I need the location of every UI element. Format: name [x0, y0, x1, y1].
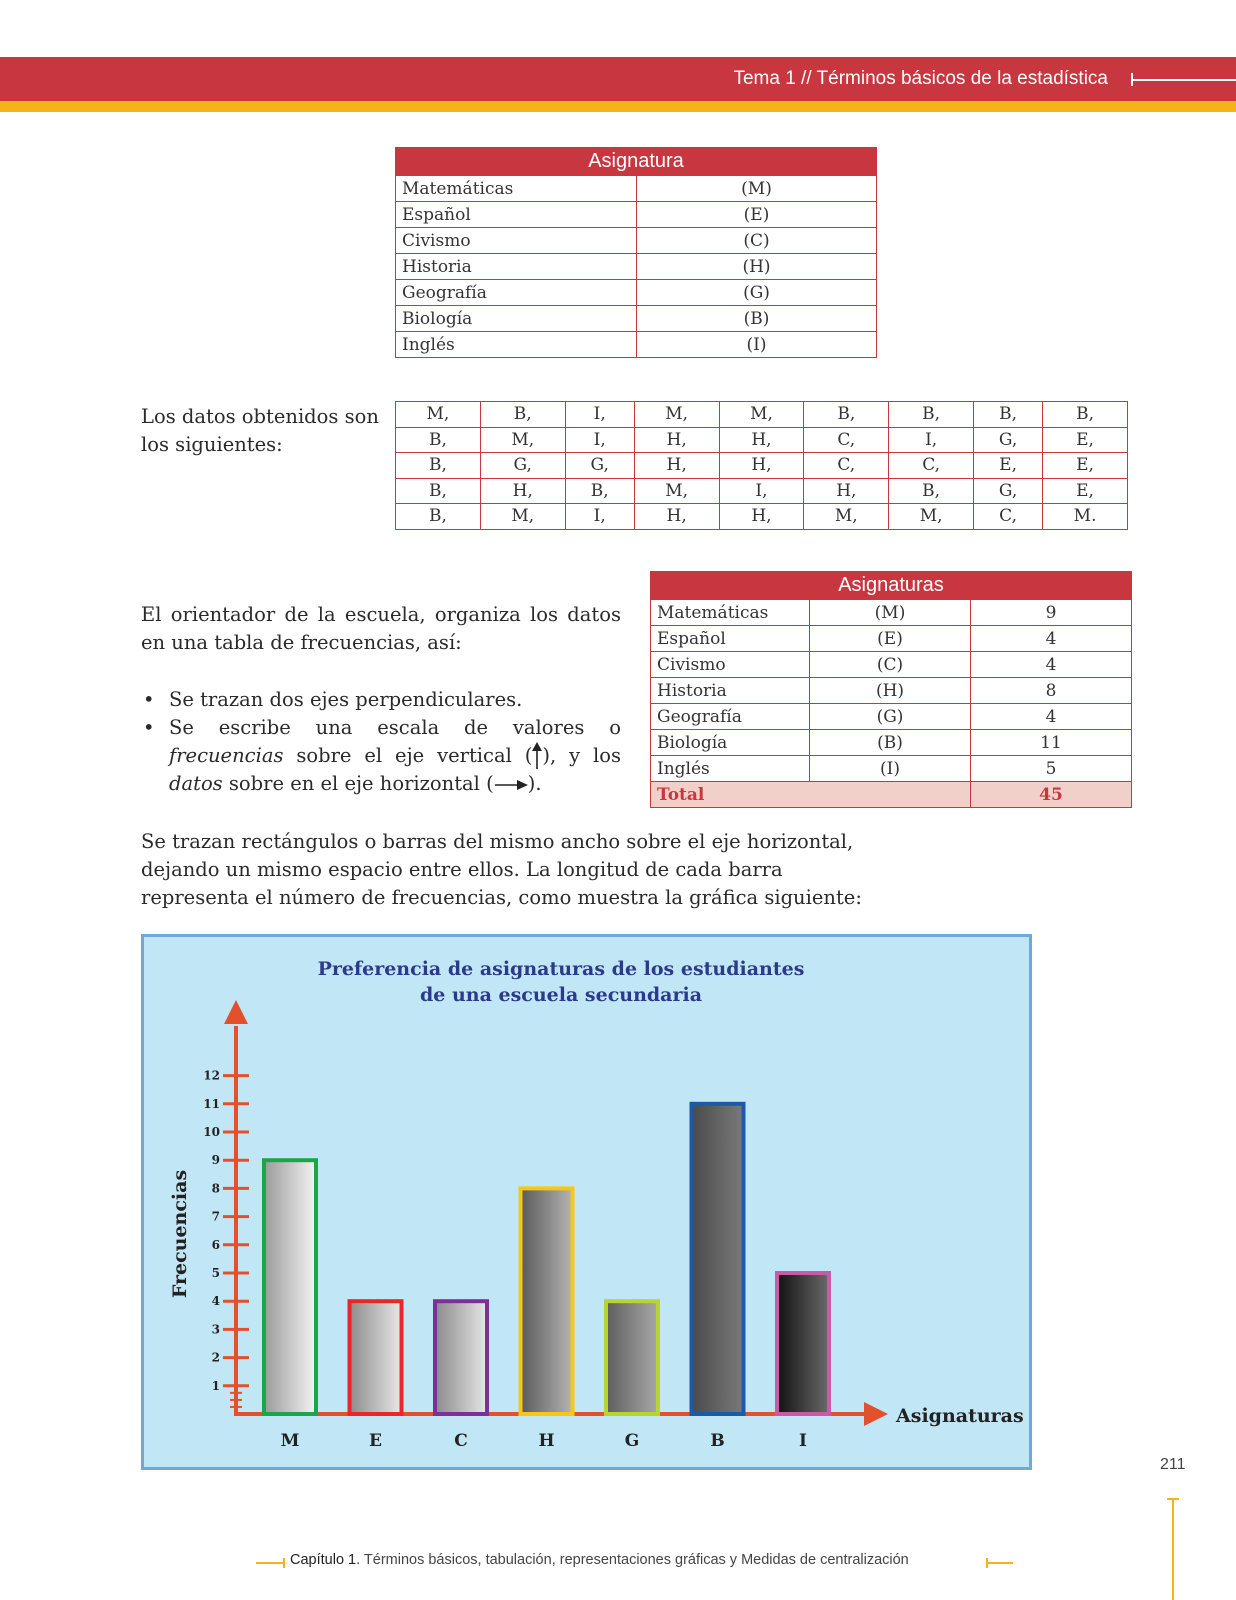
data-row [396, 478, 1128, 504]
subject-row [396, 228, 877, 254]
data-cell: H, [634, 453, 719, 479]
data-cell: E, [1043, 427, 1128, 453]
bar-chart [141, 934, 1032, 1470]
frequency-total-row [651, 782, 1132, 808]
y-axis-label: Frecuencias [169, 1169, 191, 1299]
frequency-code: (H) [810, 678, 971, 704]
data-cell: H, [719, 504, 804, 530]
footer-left-line [256, 1557, 286, 1569]
frequency-subject: Español [651, 626, 810, 652]
frequency-code: (G) [810, 704, 971, 730]
data-intro-text: Los datos obtenidos son los siguientes: [141, 405, 379, 456]
frequency-code: (C) [810, 652, 971, 678]
data-cell: B, [396, 478, 481, 504]
bar-e [350, 1301, 402, 1414]
data-cell: I, [565, 427, 634, 453]
bars-text: Se trazan rectángulos o barras del mismo ancho sobre el eje horizontal, dejando un mismo espacio entre ellos. La longitud de cada barra representa el número de frecuencias, como muestra la gráfica siguiente: [141, 830, 862, 909]
frequency-code: (I) [810, 756, 971, 782]
subject-code: (G) [637, 280, 877, 306]
frequency-subject: Matemáticas [651, 600, 810, 626]
bar-g [606, 1301, 658, 1414]
subject-code: (C) [637, 228, 877, 254]
data-cell: I, [565, 402, 634, 428]
page-edge-line [1166, 1497, 1180, 1600]
y-tick-label: 2 [211, 1350, 220, 1365]
y-tick-label: 7 [211, 1209, 220, 1224]
subject-row [396, 202, 877, 228]
raw-data-table [395, 401, 1128, 530]
step-2-b: sobre el eje vertical ( [283, 744, 533, 767]
steps-list [141, 686, 621, 798]
frequency-row [651, 704, 1132, 730]
step-1: • Se trazan dos ejes perpendiculares. [141, 686, 621, 714]
data-cell: H, [634, 504, 719, 530]
total-label: Total [651, 782, 971, 808]
data-cell: G, [480, 453, 565, 479]
x-axis-label: Asignaturas [896, 1405, 1024, 1427]
subject-name: Matemáticas [396, 176, 637, 202]
subject-name: Historia [396, 254, 637, 280]
x-tick-label: H [538, 1431, 555, 1451]
data-row [396, 402, 1128, 428]
y-tick-label: 8 [211, 1181, 220, 1196]
bar-m [264, 1160, 316, 1414]
subject-code: (E) [637, 202, 877, 228]
bar-h [521, 1188, 573, 1414]
data-cell: C, [804, 453, 889, 479]
data-cell: H, [480, 478, 565, 504]
data-cell: M, [719, 402, 804, 428]
data-cell: E, [1043, 478, 1128, 504]
y-tick-label: 4 [211, 1294, 220, 1309]
header-title: Tema 1 // Términos básicos de la estadística [733, 68, 1108, 89]
data-cell: M, [634, 402, 719, 428]
frequency-row [651, 600, 1132, 626]
frequency-row [651, 678, 1132, 704]
frequency-value: 4 [971, 626, 1132, 652]
data-cell: M, [480, 427, 565, 453]
data-cell: B, [889, 402, 974, 428]
data-cell: H, [719, 427, 804, 453]
data-cell: H, [719, 453, 804, 479]
step-2 [141, 714, 621, 798]
frequency-subject: Historia [651, 678, 810, 704]
data-cell: B, [974, 402, 1043, 428]
subjects-table-title: Asignatura [396, 148, 877, 176]
bar-chart-svg [141, 934, 1032, 1470]
data-cell: G, [565, 453, 634, 479]
frequency-row [651, 652, 1132, 678]
data-cell: B, [804, 402, 889, 428]
subject-row [396, 280, 877, 306]
x-tick-label: M [280, 1431, 300, 1451]
data-cell: B, [889, 478, 974, 504]
frequency-code: (E) [810, 626, 971, 652]
subject-row [396, 306, 877, 332]
header-stripe [0, 101, 1236, 112]
subject-row [396, 176, 877, 202]
data-cell: B, [396, 504, 481, 530]
data-cell: I, [565, 504, 634, 530]
subject-code: (M) [637, 176, 877, 202]
frequency-value: 9 [971, 600, 1132, 626]
y-tick-label: 6 [211, 1237, 220, 1252]
footer-text: . Términos básicos, tabulación, representaciones gráficas y Medidas de centralización [356, 1552, 909, 1568]
chart-title-line2: de una escuela secundaria [419, 984, 703, 1006]
y-tick-label: 3 [211, 1322, 220, 1337]
data-cell: B, [1043, 402, 1128, 428]
data-cell: H, [804, 478, 889, 504]
y-tick-label: 12 [203, 1068, 220, 1083]
y-tick-label: 5 [211, 1266, 220, 1280]
data-cell: I, [719, 478, 804, 504]
data-cell: I, [889, 427, 974, 453]
footer [290, 1552, 909, 1568]
subject-name: Geografía [396, 280, 637, 306]
total-value: 45 [971, 782, 1132, 808]
x-tick-label: B [710, 1431, 725, 1451]
x-tick-label: I [799, 1431, 807, 1451]
frequency-code: (B) [810, 730, 971, 756]
page-number: 211 [1160, 1456, 1186, 1473]
frequency-row [651, 626, 1132, 652]
data-cell: E, [974, 453, 1043, 479]
header-line [1133, 79, 1236, 81]
data-cell: M, [396, 402, 481, 428]
data-row [396, 504, 1128, 530]
subject-name: Inglés [396, 332, 637, 358]
bar-c [435, 1301, 487, 1414]
data-cell: B, [565, 478, 634, 504]
subject-code: (I) [637, 332, 877, 358]
x-tick-label: C [454, 1431, 468, 1451]
frequency-table [650, 571, 1132, 808]
right-arrow-icon [494, 771, 528, 783]
data-row [396, 453, 1128, 479]
frequency-row [651, 730, 1132, 756]
frequency-subject: Civismo [651, 652, 810, 678]
frequency-value: 4 [971, 704, 1132, 730]
orientador-text: El orientador de la escuela, organiza los datos en una tabla de frecuencias, así: [141, 603, 621, 654]
frequency-value: 11 [971, 730, 1132, 756]
subject-row [396, 332, 877, 358]
data-cell: B, [480, 402, 565, 428]
subject-code: (B) [637, 306, 877, 332]
chart-title-line1: Preferencia de asignaturas de los estudiantes [317, 958, 805, 980]
frequency-subject: Biología [651, 730, 810, 756]
up-arrow-icon [532, 742, 542, 770]
subjects-table [395, 147, 877, 358]
frequency-subject: Inglés [651, 756, 810, 782]
data-cell: M, [480, 504, 565, 530]
step-2-d: sobre en el eje horizontal ( [222, 772, 494, 795]
data-cell: C, [889, 453, 974, 479]
data-row [396, 427, 1128, 453]
frequency-value: 4 [971, 652, 1132, 678]
data-cell: M, [634, 478, 719, 504]
step-2-c: ), y los [542, 744, 621, 767]
x-tick-label: E [369, 1431, 382, 1451]
x-tick-label: G [624, 1431, 640, 1451]
step-2-frecuencias: frecuencias [169, 744, 284, 767]
frequency-subject: Geografía [651, 704, 810, 730]
frequency-value: 5 [971, 756, 1132, 782]
step-2-e: ). [527, 772, 542, 795]
footer-right-line [985, 1557, 1015, 1569]
y-tick-label: 10 [203, 1125, 220, 1139]
data-cell: G, [974, 478, 1043, 504]
subject-name: Español [396, 202, 637, 228]
subject-name: Biología [396, 306, 637, 332]
data-cell: C, [804, 427, 889, 453]
bar-b [692, 1104, 744, 1414]
y-tick-label: 1 [211, 1378, 220, 1393]
data-cell: G, [974, 427, 1043, 453]
frequency-code: (M) [810, 600, 971, 626]
step-2-datos: datos [169, 772, 223, 795]
y-tick-label: 9 [211, 1153, 220, 1168]
subject-name: Civismo [396, 228, 637, 254]
step-2-a: Se escribe una escala de valores o [169, 716, 621, 739]
subject-row [396, 254, 877, 280]
data-cell: E, [1043, 453, 1128, 479]
data-cell: M, [889, 504, 974, 530]
data-cell: M, [804, 504, 889, 530]
frequency-value: 8 [971, 678, 1132, 704]
data-cell: C, [974, 504, 1043, 530]
frequency-table-title: Asignaturas [651, 572, 1132, 600]
y-tick-label: 11 [203, 1096, 220, 1111]
frequency-row [651, 756, 1132, 782]
data-cell: B, [396, 453, 481, 479]
bar-i [777, 1273, 829, 1414]
data-cell: M. [1043, 504, 1128, 530]
data-cell: H, [634, 427, 719, 453]
subject-code: (H) [637, 254, 877, 280]
data-cell: B, [396, 427, 481, 453]
footer-chapter: Capítulo 1 [290, 1552, 357, 1568]
